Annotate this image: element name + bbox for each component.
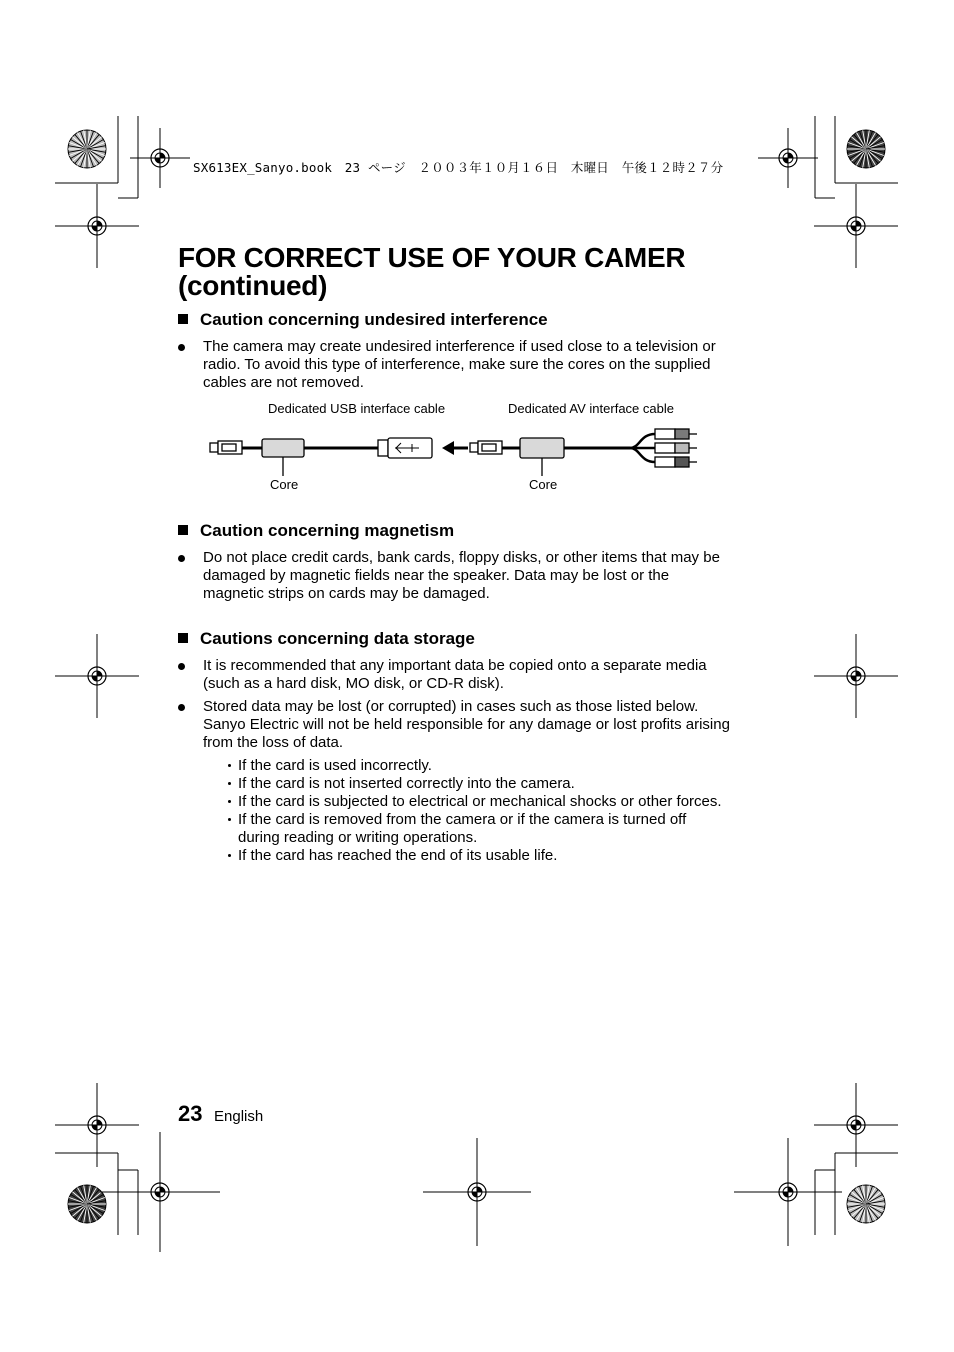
section-heading-magnetism: Caution concerning magnetism: [178, 521, 454, 541]
page-title: [178, 244, 685, 300]
page-title-line2: (continued): [178, 270, 328, 301]
print-header-line: SX613EX_Sanyo.book 23 ページ ２００３年１０月１６日 木曜日 午後１２時２７分: [193, 160, 724, 175]
small-dot-icon: [228, 818, 231, 821]
crosshair-mark-icon: [55, 184, 139, 268]
usb-cable-icon: [210, 438, 432, 476]
sub-list: [224, 757, 724, 865]
crosshair-mark-icon: [734, 1138, 842, 1246]
core-label-left: Core: [270, 477, 299, 492]
sub-list-item: If the card is subjected to electrical or mechanical shocks or other forces.: [224, 793, 724, 811]
core-label-right: Core: [529, 477, 558, 492]
small-dot-icon: [228, 854, 231, 857]
small-dot-icon: [228, 800, 231, 803]
crosshair-mark-icon: [55, 1083, 139, 1167]
bullet-dot-icon: [178, 344, 185, 351]
bullet-dot-icon: [178, 555, 185, 562]
crosshair-mark-icon: [55, 634, 139, 718]
square-bullet-icon: [178, 314, 188, 324]
section-heading-interference: Caution concerning undesired interference: [178, 310, 548, 330]
page-number: 23: [178, 1101, 203, 1126]
crosshair-mark-icon: [814, 184, 898, 268]
page-title-line1: FOR CORRECT USE OF YOUR CAMER: [178, 242, 686, 273]
crosshair-mark-icon: [758, 128, 818, 188]
bullet-dot-icon: [178, 663, 185, 670]
crosshair-mark-icon: [423, 1138, 531, 1246]
bullet-dot-icon: [178, 704, 185, 711]
crosshair-mark-icon: [814, 1083, 898, 1167]
starburst-mark-icon: [847, 130, 885, 168]
cable-diagram: [200, 420, 720, 480]
starburst-mark-icon: [847, 1185, 885, 1223]
sub-list-item: If the card is used incorrectly.: [224, 757, 724, 775]
crosshair-mark-icon: [814, 634, 898, 718]
section-heading-data-storage: Cautions concerning data storage: [178, 629, 475, 649]
square-bullet-icon: [178, 525, 188, 535]
av-cable-label: Dedicated AV interface cable: [508, 401, 674, 416]
small-dot-icon: [228, 764, 231, 767]
square-bullet-icon: [178, 633, 188, 643]
av-cable-icon: [470, 429, 697, 476]
usb-cable-label: Dedicated USB interface cable: [268, 401, 446, 416]
sub-list-item: If the card has reached the end of its usable life.: [224, 847, 724, 865]
starburst-mark-icon: [68, 1185, 106, 1223]
arrow-left-icon: [442, 441, 468, 455]
crosshair-mark-icon: [130, 128, 190, 188]
starburst-mark-icon: [68, 130, 106, 168]
small-dot-icon: [228, 782, 231, 785]
sub-list-item: If the card is not inserted correctly into the camera.: [224, 775, 724, 793]
page-language: English: [214, 1108, 264, 1125]
sub-list-item: If the card is removed from the camera or if the camera is turned off during reading or writing operations.: [224, 811, 724, 847]
